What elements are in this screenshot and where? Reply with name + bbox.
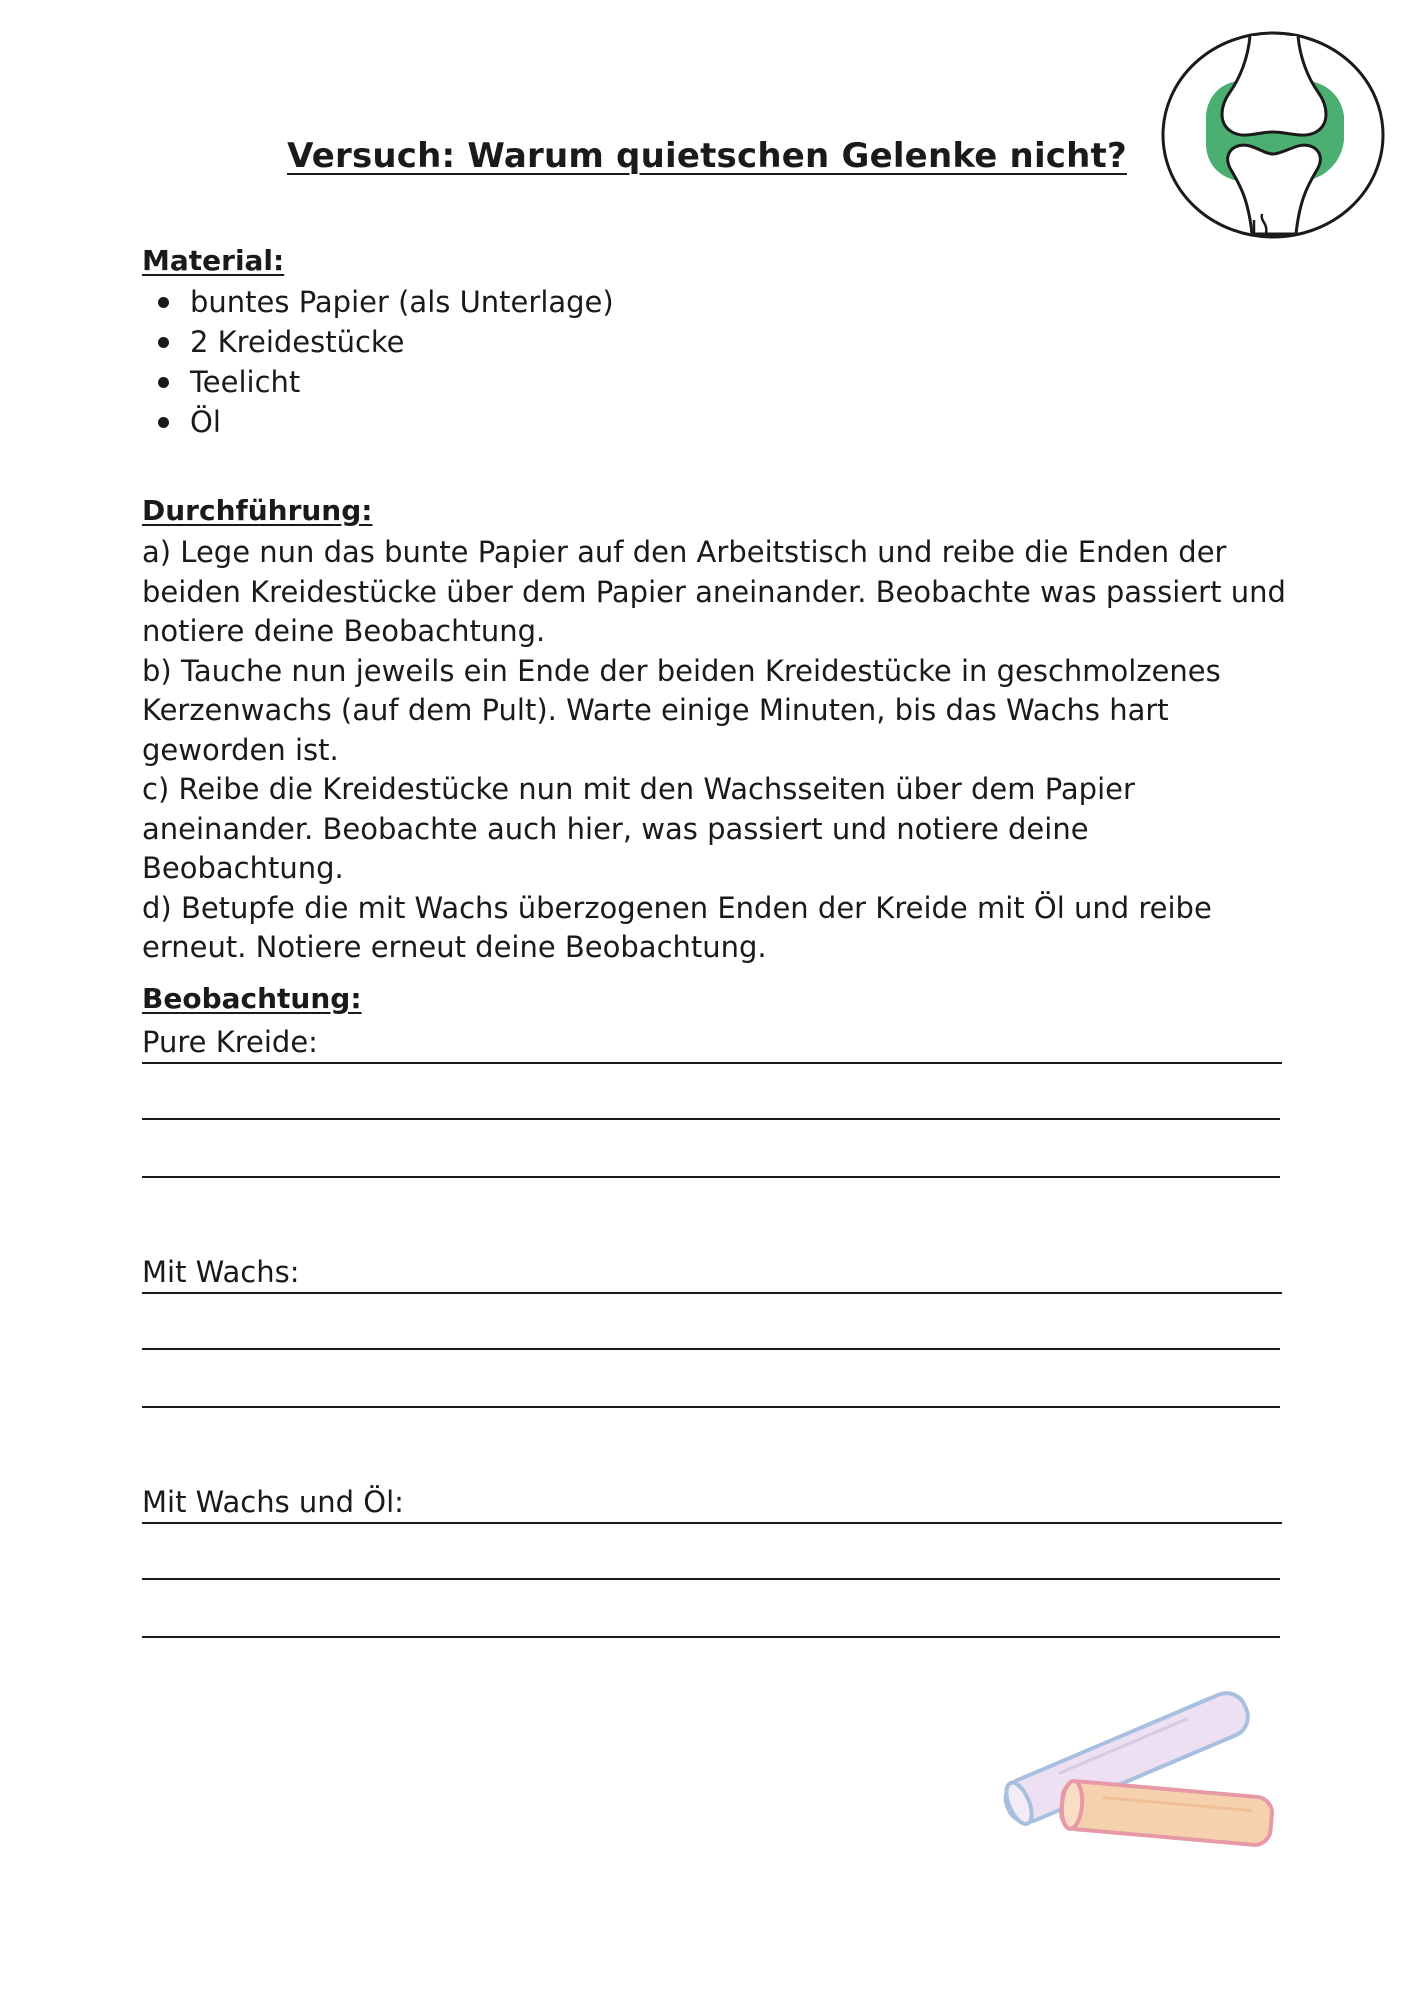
bullet-icon xyxy=(158,337,169,348)
observation-heading: Beobachtung: xyxy=(142,982,362,1015)
material-heading: Material: xyxy=(142,244,285,277)
bullet-icon xyxy=(158,377,169,388)
knee-joint-icon xyxy=(1158,28,1388,242)
observation-field-wax-oil[interactable] xyxy=(142,1482,1282,1524)
writing-line[interactable] xyxy=(142,1348,1280,1350)
material-item: Teelicht xyxy=(142,362,614,402)
bullet-icon xyxy=(158,417,169,428)
writing-line[interactable] xyxy=(142,1636,1280,1638)
writing-line[interactable] xyxy=(142,1118,1280,1120)
material-item: buntes Papier (als Unterlage) xyxy=(142,282,614,322)
page-title: Versuch: Warum quietschen Gelenke nicht? xyxy=(287,136,1127,176)
observation-label: Mit Wachs und Öl: xyxy=(142,1485,404,1519)
material-list xyxy=(142,282,614,442)
material-item: Öl xyxy=(142,402,614,442)
chalk-sticks-icon xyxy=(990,1690,1290,1870)
observation-field-chalk[interactable] xyxy=(142,1022,1282,1064)
writing-line[interactable] xyxy=(142,1578,1280,1580)
procedure-step: c) Reibe die Kreidestücke nun mit den Wachsseiten über dem Papier aneinander. Beobachte auch hier, was passiert und notiere deine Beobachtung. xyxy=(142,772,1135,885)
bullet-icon xyxy=(158,297,169,308)
procedure-step: d) Betupfe die mit Wachs überzogenen Enden der Kreide mit Öl und reibe erneut. Notiere erneut deine Beobachtung. xyxy=(142,890,1212,964)
observation-label: Pure Kreide: xyxy=(142,1025,318,1059)
procedure-step: b) Tauche nun jeweils ein Ende der beiden Kreidestücke in geschmolzenes Kerzenwachs (auf dem Pult). Warte einige Minuten, bis das Wachs hart geworden ist. xyxy=(142,653,1221,767)
procedure-text xyxy=(142,533,1292,968)
material-item: 2 Kreidestücke xyxy=(142,322,614,362)
procedure-step: a) Lege nun das bunte Papier auf den Arbeitstisch und reibe die Enden der beiden Kreidestücke über dem Papier aneinander. Beobachte was passiert und notiere deine Beobachtung. xyxy=(142,535,1286,648)
writing-line[interactable] xyxy=(142,1176,1280,1178)
observation-label: Mit Wachs: xyxy=(142,1255,300,1289)
procedure-heading: Durchführung: xyxy=(142,494,373,527)
observation-field-wax[interactable] xyxy=(142,1252,1282,1294)
writing-line[interactable] xyxy=(142,1406,1280,1408)
